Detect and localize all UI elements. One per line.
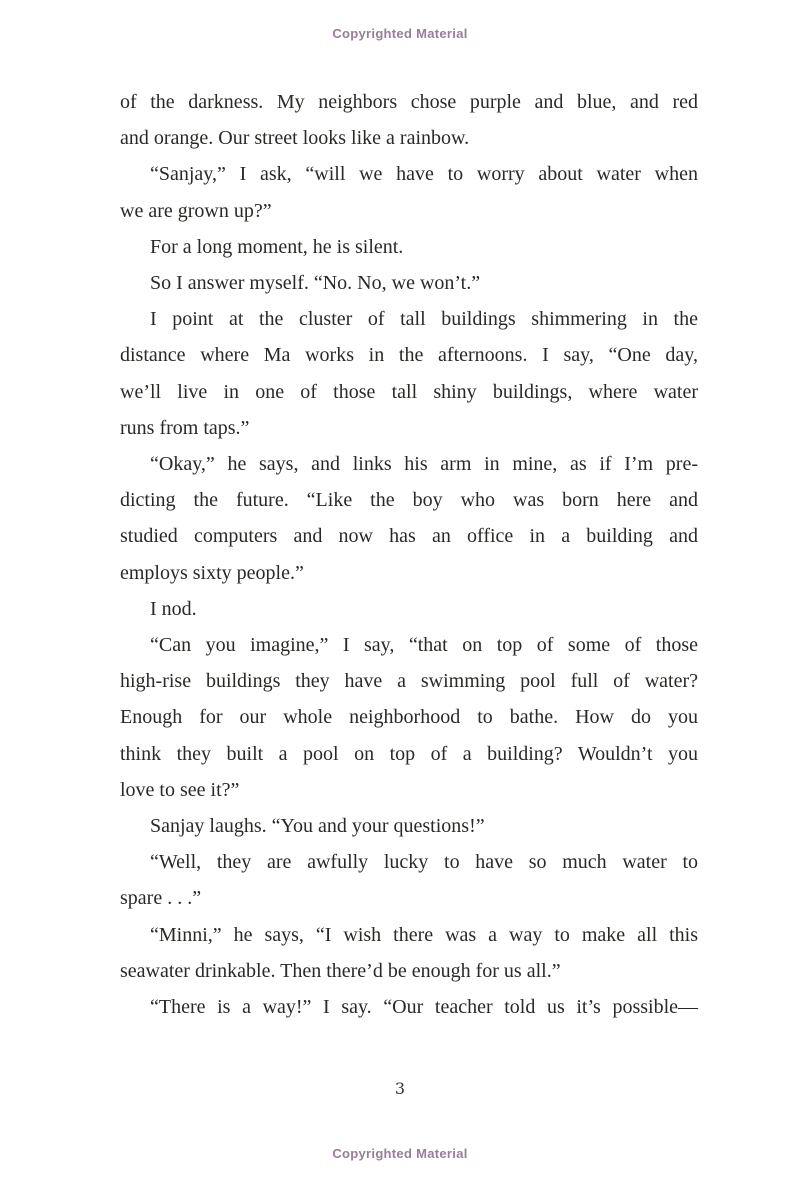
page-number: 3: [394, 1079, 406, 1098]
text-line: I nod.: [150, 597, 197, 620]
text-line: So I answer myself. “No. No, we won’t.”: [150, 272, 481, 295]
text-line: studied computers and now has an office in a building and: [120, 525, 698, 548]
text-line: “Sanjay,” I ask, “will we have to worry about water when: [150, 163, 698, 186]
text-line: Sanjay laughs. “You and your questions!”: [150, 815, 485, 838]
text-line: runs from taps.”: [120, 416, 250, 439]
text-line: we’ll live in one of those tall shiny buildings, where water: [120, 380, 698, 403]
text-line: love to see it?”: [120, 778, 240, 801]
text-line: employs sixty people.”: [120, 561, 304, 584]
text-line: distance where Ma works in the afternoons. I say, “One day,: [120, 344, 698, 367]
text-line: I point at the cluster of tall buildings shimmering in the: [150, 308, 698, 331]
text-line: we are grown up?”: [120, 199, 272, 222]
text-line: of the darkness. My neighbors chose purple and blue, and red: [120, 91, 698, 113]
text-line: “Okay,” he says, and links his arm in mine, as if I’m pre-: [150, 453, 698, 476]
text-line: Enough for our whole neighborhood to bathe. How do you: [120, 706, 698, 729]
text-line: dicting the future. “Like the boy who was born here and: [120, 489, 698, 512]
text-line: high-rise buildings they have a swimming pool full of water?: [120, 670, 698, 693]
text-line: think they built a pool on top of a building? Wouldn’t you: [120, 742, 698, 765]
body-text: [120, 84, 698, 1025]
copyright-notice-bottom: Copyrighted Material: [332, 1146, 468, 1161]
text-line: “Well, they are awfully lucky to have so much water to: [150, 851, 698, 874]
text-line: and orange. Our street looks like a rainbow.: [120, 127, 470, 150]
text-line: spare . . .”: [120, 887, 202, 910]
text-line: “Can you imagine,” I say, “that on top of some of those: [150, 634, 698, 657]
copyright-notice-top: Copyrighted Material: [332, 26, 468, 41]
text-line: “Minni,” he says, “I wish there was a way to make all this: [150, 923, 698, 946]
text-line: “There is a way!” I say. “Our teacher told us it’s possible—: [150, 996, 698, 1019]
text-line: For a long moment, he is silent.: [150, 235, 404, 258]
text-line: seawater drinkable. Then there’d be enough for us all.”: [120, 959, 561, 982]
